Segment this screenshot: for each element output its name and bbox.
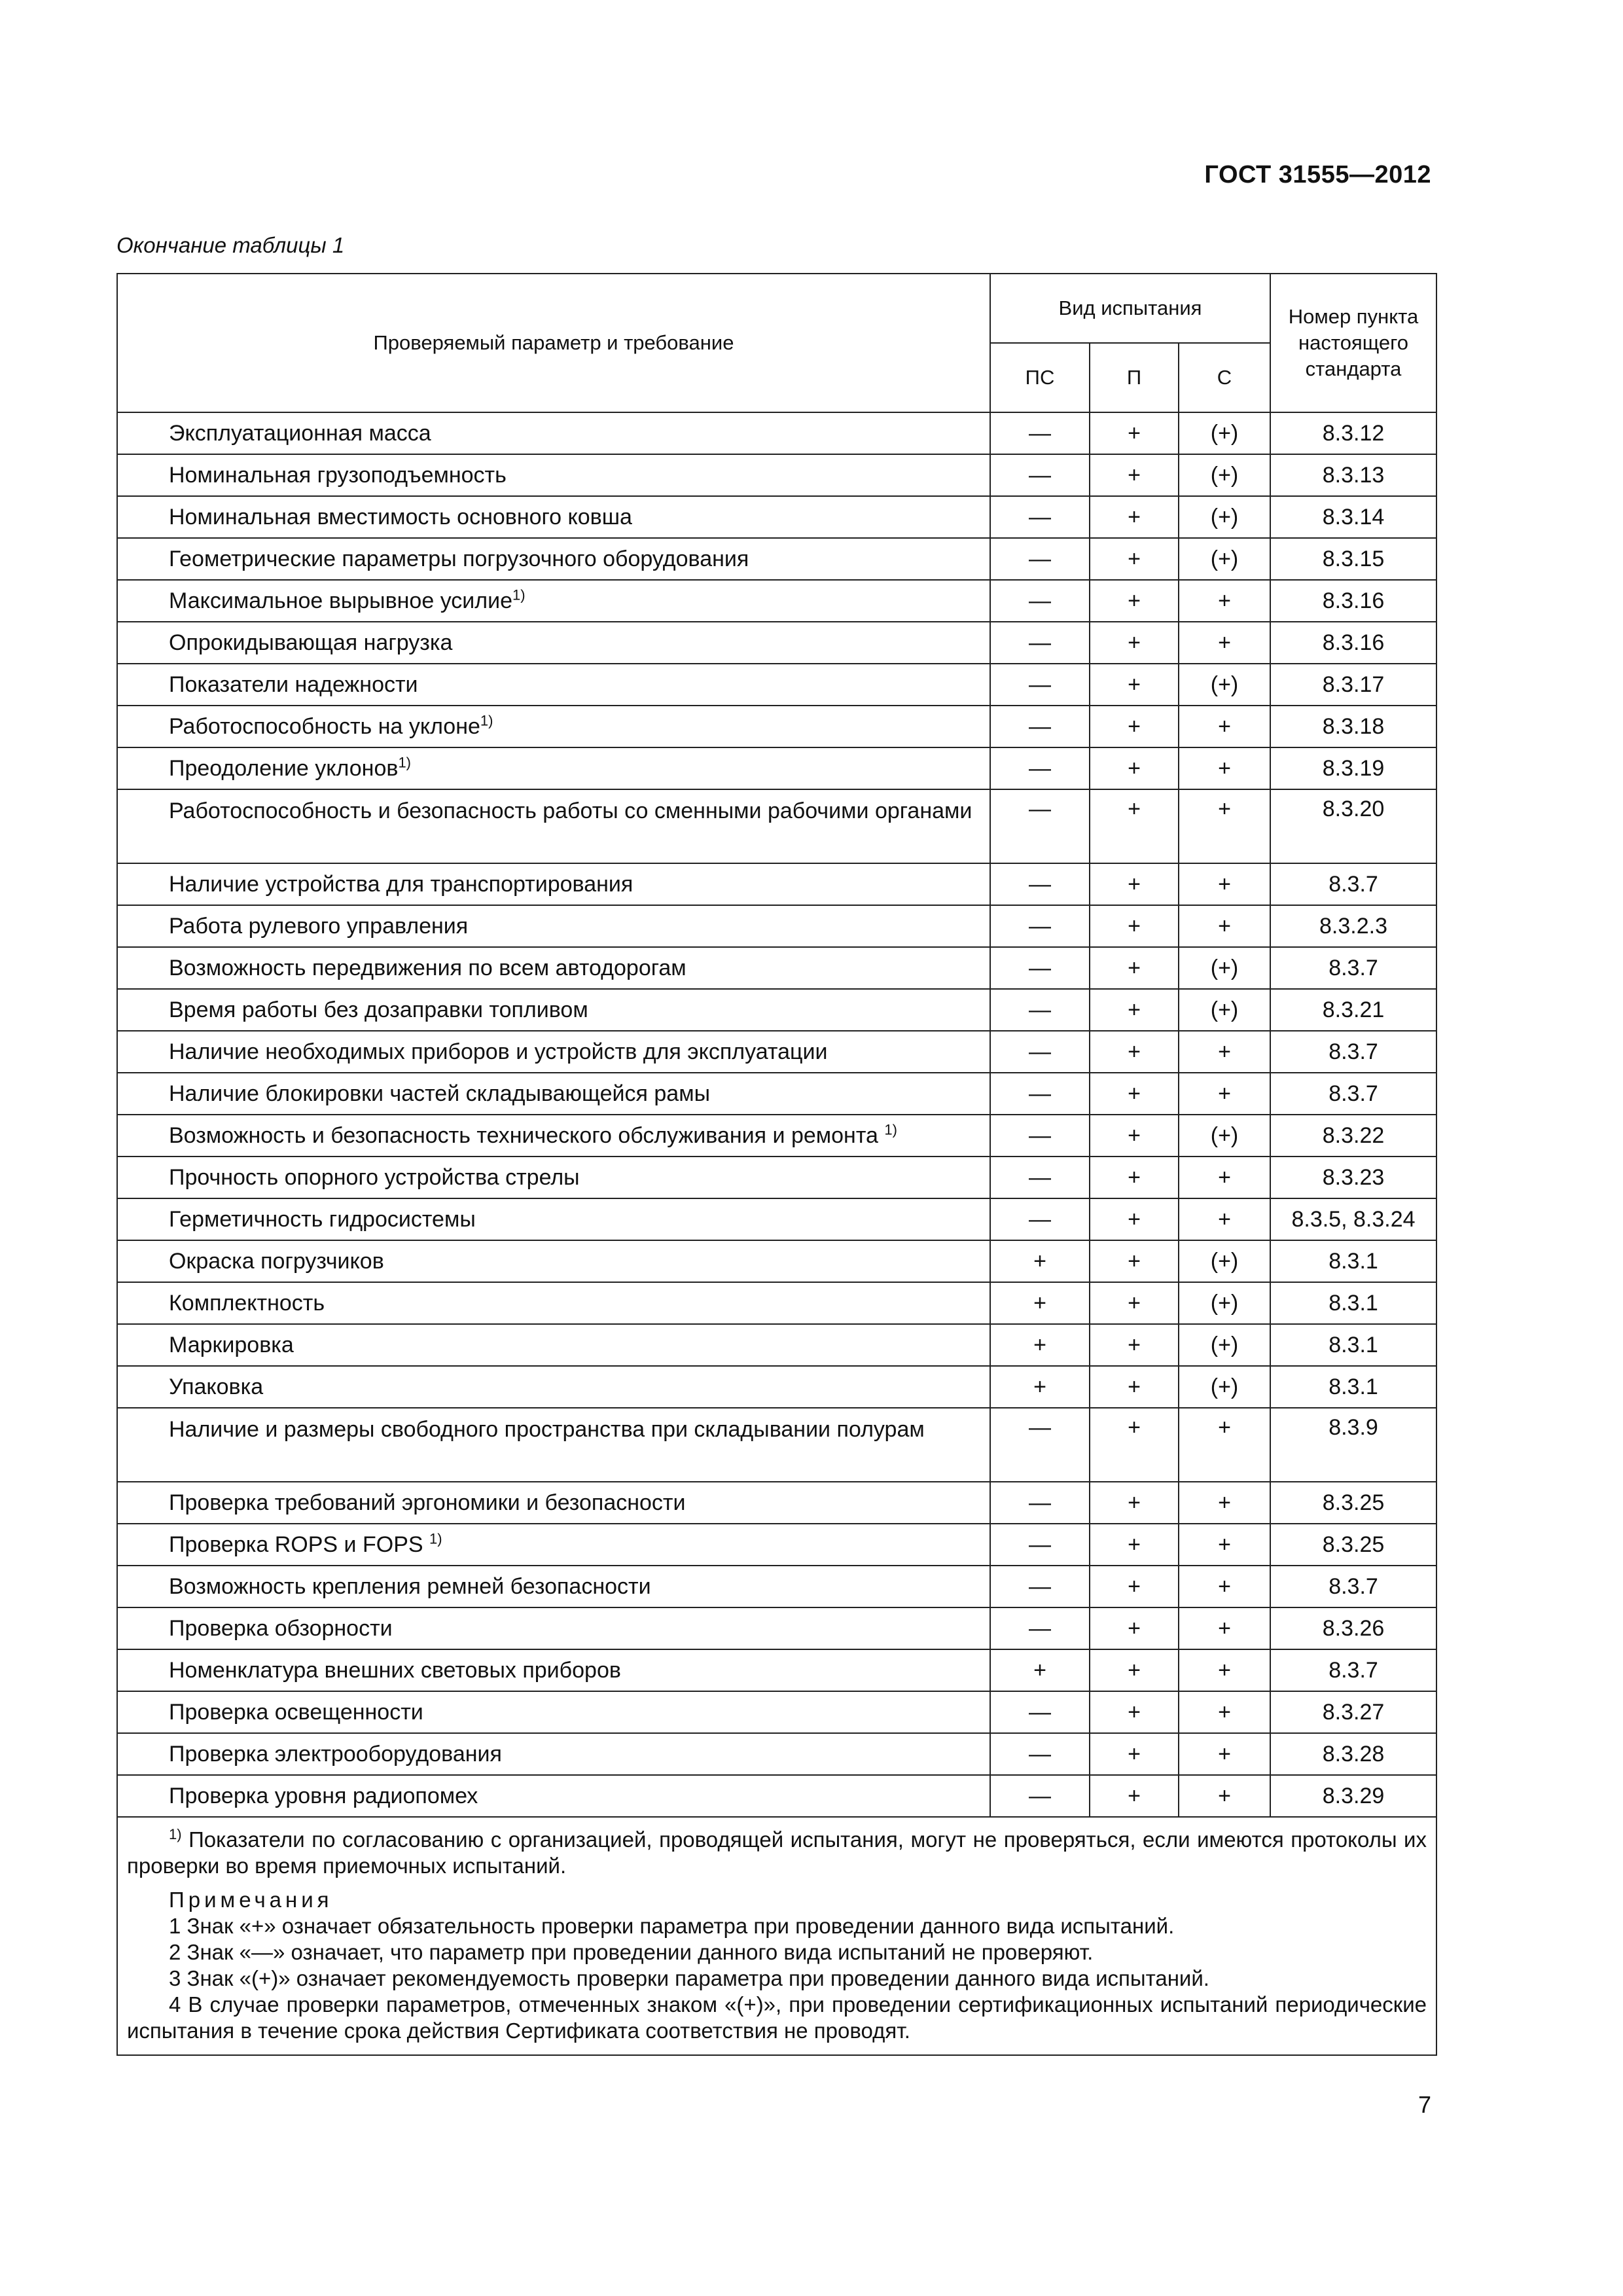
param-cell [117, 454, 990, 496]
table-row [117, 622, 1436, 664]
table-row [117, 1524, 1436, 1566]
s-mark-cell: + [1179, 1566, 1270, 1607]
ps-mark-cell: — [990, 622, 1090, 664]
param-text: Наличие устройства для транспортирования [169, 872, 633, 897]
clause-number-cell: 8.3.1 [1270, 1282, 1436, 1324]
s-mark-cell: + [1179, 1649, 1270, 1691]
param-text: Показатели надежности [169, 672, 418, 697]
table-row [117, 1115, 1436, 1157]
clause-number-cell: 8.3.16 [1270, 580, 1436, 622]
table-row [117, 1031, 1436, 1073]
p-mark-cell: + [1090, 1115, 1179, 1157]
s-mark-cell: + [1179, 1157, 1270, 1198]
param-text: Проверка уровня радиопомех [169, 1784, 478, 1808]
table-row [117, 496, 1436, 538]
s-mark-cell: (+) [1179, 1115, 1270, 1157]
param-text: Преодоление уклонов [169, 756, 399, 781]
param-cell [117, 1324, 990, 1366]
ps-mark-cell: — [990, 1775, 1090, 1817]
clause-number-cell: 8.3.22 [1270, 1115, 1436, 1157]
table-row [117, 1408, 1436, 1482]
table-row [117, 1282, 1436, 1324]
param-text: Наличие необходимых приборов и устройств для эксплуатации [169, 1039, 828, 1064]
p-mark-cell: + [1090, 1775, 1179, 1817]
param-cell [117, 1115, 990, 1157]
ps-mark-cell: — [990, 1566, 1090, 1607]
table-row [117, 863, 1436, 905]
note-item: 4 В случае проверки параметров, отмеченных знаком «(+)», при проведении сертификационных испытаний периодические испытания в течение срока действия Сертификата соответствия не проводят. [127, 1992, 1427, 2043]
ps-mark-cell: — [990, 454, 1090, 496]
s-mark-cell: + [1179, 1775, 1270, 1817]
ps-mark-cell: — [990, 863, 1090, 905]
ps-mark-cell: + [990, 1324, 1090, 1366]
table-row [117, 1775, 1436, 1817]
param-cell [117, 1775, 990, 1817]
p-mark-cell: + [1090, 1408, 1179, 1482]
p-mark-cell: + [1090, 664, 1179, 706]
p-mark-cell: + [1090, 1524, 1179, 1566]
clause-number-cell: 8.3.15 [1270, 538, 1436, 580]
param-text: Время работы без дозаправки топливом [169, 997, 588, 1022]
param-text: Эксплуатационная масса [169, 421, 431, 446]
p-mark-cell: + [1090, 1324, 1179, 1366]
clause-number-cell: 8.3.7 [1270, 1031, 1436, 1073]
p-mark-cell: + [1090, 1649, 1179, 1691]
ps-mark-cell: — [990, 1198, 1090, 1240]
param-cell [117, 1282, 990, 1324]
s-mark-cell: + [1179, 1031, 1270, 1073]
requirements-table [116, 273, 1437, 2056]
table-caption: Окончание таблицы 1 [116, 233, 345, 257]
document-code: ГОСТ 31555—2012 [1204, 161, 1431, 188]
param-cell [117, 580, 990, 622]
param-text: Максимальное вырывное усилие [169, 588, 513, 613]
param-cell [117, 1607, 990, 1649]
p-mark-cell: + [1090, 789, 1179, 863]
param-cell [117, 1524, 990, 1566]
param-text: Опрокидывающая нагрузка [169, 630, 453, 655]
ps-mark-cell: — [990, 580, 1090, 622]
table-row [117, 1733, 1436, 1775]
s-mark-cell: (+) [1179, 454, 1270, 496]
s-mark-cell: + [1179, 789, 1270, 863]
param-cell [117, 706, 990, 747]
clause-number-cell: 8.3.25 [1270, 1524, 1436, 1566]
clause-number-cell: 8.3.23 [1270, 1157, 1436, 1198]
param-text: Номинальная грузоподъемность [169, 463, 507, 488]
param-text: Геометрические параметры погрузочного оборудования [169, 547, 749, 571]
ps-mark-cell: — [990, 1691, 1090, 1733]
s-mark-cell: + [1179, 905, 1270, 947]
param-text: Возможность передвижения по всем автодорогам [169, 956, 687, 980]
table-row [117, 1482, 1436, 1524]
table-row [117, 580, 1436, 622]
s-mark-cell: (+) [1179, 538, 1270, 580]
clause-number-cell: 8.3.7 [1270, 1073, 1436, 1115]
param-cell [117, 1198, 990, 1240]
clause-number-cell: 8.3.18 [1270, 706, 1436, 747]
ps-mark-cell: — [990, 664, 1090, 706]
s-mark-cell: (+) [1179, 989, 1270, 1031]
footnote-text: Показатели по согласованию с организацией, проводящей испытания, могут не проверяться, если имеются протоколы их проверки во время приемочных испытаний. [127, 1827, 1427, 1878]
note-item: 3 Знак «(+)» означает рекомендуемость проверки параметра при проведении данного вида испытаний. [169, 1966, 1209, 1990]
ps-mark-cell: — [990, 538, 1090, 580]
param-text: Проверка обзорности [169, 1616, 393, 1641]
clause-number-cell: 8.3.19 [1270, 747, 1436, 789]
param-text: Номенклатура внешних световых приборов [169, 1658, 621, 1683]
ps-mark-cell: + [990, 1366, 1090, 1408]
param-cell [117, 1157, 990, 1198]
param-cell [117, 1073, 990, 1115]
p-mark-cell: + [1090, 454, 1179, 496]
param-cell [117, 1366, 990, 1408]
table-row [117, 1691, 1436, 1733]
param-text: Проверка ROPS и FOPS [169, 1532, 429, 1557]
s-mark-cell: + [1179, 863, 1270, 905]
ps-mark-cell: — [990, 1607, 1090, 1649]
clause-number-cell: 8.3.17 [1270, 664, 1436, 706]
p-mark-cell: + [1090, 1366, 1179, 1408]
header-s: С [1179, 343, 1270, 412]
p-mark-cell: + [1090, 1691, 1179, 1733]
s-mark-cell: + [1179, 706, 1270, 747]
table-row [117, 1073, 1436, 1115]
footnote-ref: 1) [398, 754, 411, 771]
footnote-mark: 1) [169, 1826, 182, 1842]
s-mark-cell: (+) [1179, 1240, 1270, 1282]
table-row [117, 747, 1436, 789]
param-text: Номинальная вместимость основного ковша [169, 505, 632, 529]
table-row [117, 1324, 1436, 1366]
footnote [127, 1827, 1427, 1879]
p-mark-cell: + [1090, 622, 1179, 664]
ps-mark-cell: — [990, 1073, 1090, 1115]
param-cell [117, 989, 990, 1031]
table-row [117, 706, 1436, 747]
notes-cell [117, 1817, 1436, 2055]
table-row [117, 412, 1436, 454]
param-text: Герметичность гидросистемы [169, 1207, 476, 1232]
ps-mark-cell: — [990, 905, 1090, 947]
s-mark-cell: (+) [1179, 1324, 1270, 1366]
param-text: Возможность крепления ремней безопасности [169, 1574, 651, 1599]
p-mark-cell: + [1090, 1482, 1179, 1524]
footnote-ref: 1) [480, 712, 493, 729]
clause-number-cell: 8.3.5, 8.3.24 [1270, 1198, 1436, 1240]
table-row [117, 905, 1436, 947]
ps-mark-cell: — [990, 1157, 1090, 1198]
s-mark-cell: + [1179, 1482, 1270, 1524]
param-cell [117, 622, 990, 664]
p-mark-cell: + [1090, 1073, 1179, 1115]
clause-number-cell: 8.3.14 [1270, 496, 1436, 538]
p-mark-cell: + [1090, 905, 1179, 947]
clause-number-cell: 8.3.2.3 [1270, 905, 1436, 947]
ps-mark-cell: — [990, 1031, 1090, 1073]
s-mark-cell: + [1179, 747, 1270, 789]
s-mark-cell: + [1179, 1073, 1270, 1115]
clause-number-cell: 8.3.21 [1270, 989, 1436, 1031]
clause-number-cell: 8.3.27 [1270, 1691, 1436, 1733]
p-mark-cell: + [1090, 1607, 1179, 1649]
s-mark-cell: (+) [1179, 496, 1270, 538]
param-cell [117, 538, 990, 580]
param-text: Проверка электрооборудования [169, 1742, 502, 1767]
param-text: Наличие и размеры свободного пространства при складывании полурам [169, 1417, 925, 1442]
clause-number-cell: 8.3.25 [1270, 1482, 1436, 1524]
header-test-type: Вид испытания [990, 274, 1270, 343]
ps-mark-cell: + [990, 1282, 1090, 1324]
header-ps: ПС [990, 343, 1090, 412]
p-mark-cell: + [1090, 1198, 1179, 1240]
s-mark-cell: + [1179, 1607, 1270, 1649]
clause-number-cell: 8.3.7 [1270, 863, 1436, 905]
ps-mark-cell: — [990, 412, 1090, 454]
param-text: Работа рулевого управления [169, 914, 469, 939]
param-cell [117, 1408, 990, 1482]
s-mark-cell: (+) [1179, 664, 1270, 706]
s-mark-cell: + [1179, 1733, 1270, 1775]
param-cell [117, 863, 990, 905]
table-row [117, 538, 1436, 580]
ps-mark-cell: — [990, 989, 1090, 1031]
p-mark-cell: + [1090, 863, 1179, 905]
clause-number-cell: 8.3.12 [1270, 412, 1436, 454]
clause-number-cell: 8.3.9 [1270, 1408, 1436, 1482]
note-item: 1 Знак «+» означает обязательность проверки параметра при проведении данного вида испытаний. [169, 1914, 1175, 1938]
table-row [117, 1240, 1436, 1282]
clause-number-cell: 8.3.28 [1270, 1733, 1436, 1775]
param-cell [117, 496, 990, 538]
ps-mark-cell: — [990, 706, 1090, 747]
s-mark-cell: + [1179, 1408, 1270, 1482]
table-row [117, 1366, 1436, 1408]
param-text: Проверка освещенности [169, 1700, 423, 1725]
notes-title: Примечания [169, 1888, 333, 1912]
param-cell [117, 1482, 990, 1524]
clause-number-cell: 8.3.7 [1270, 1649, 1436, 1691]
p-mark-cell: + [1090, 1031, 1179, 1073]
header-p: П [1090, 343, 1179, 412]
table-row [117, 1607, 1436, 1649]
param-cell [117, 1240, 990, 1282]
param-text: Маркировка [169, 1333, 294, 1357]
s-mark-cell: (+) [1179, 1282, 1270, 1324]
ps-mark-cell: — [990, 1115, 1090, 1157]
ps-mark-cell: — [990, 1524, 1090, 1566]
param-cell [117, 1733, 990, 1775]
s-mark-cell: + [1179, 622, 1270, 664]
s-mark-cell: + [1179, 1198, 1270, 1240]
table-row [117, 789, 1436, 863]
ps-mark-cell: — [990, 1482, 1090, 1524]
table-row [117, 1566, 1436, 1607]
param-cell [117, 1649, 990, 1691]
p-mark-cell: + [1090, 1240, 1179, 1282]
p-mark-cell: + [1090, 1733, 1179, 1775]
param-cell [117, 905, 990, 947]
ps-mark-cell: — [990, 789, 1090, 863]
clause-number-cell: 8.3.16 [1270, 622, 1436, 664]
param-text: Прочность опорного устройства стрелы [169, 1165, 580, 1190]
clause-number-cell: 8.3.7 [1270, 947, 1436, 989]
clause-number-cell: 8.3.26 [1270, 1607, 1436, 1649]
param-text: Упаковка [169, 1374, 264, 1399]
p-mark-cell: + [1090, 706, 1179, 747]
param-text: Работоспособность и безопасность работы со сменными рабочими органами [169, 798, 972, 823]
p-mark-cell: + [1090, 1157, 1179, 1198]
param-text: Проверка требований эргономики и безопасности [169, 1490, 686, 1515]
param-text: Наличие блокировки частей складывающейся рамы [169, 1081, 711, 1106]
clause-number-cell: 8.3.1 [1270, 1240, 1436, 1282]
p-mark-cell: + [1090, 1566, 1179, 1607]
table-row [117, 989, 1436, 1031]
p-mark-cell: + [1090, 747, 1179, 789]
s-mark-cell: + [1179, 1524, 1270, 1566]
param-text: Возможность и безопасность технического обслуживания и ремонта [169, 1123, 885, 1148]
p-mark-cell: + [1090, 412, 1179, 454]
param-cell [117, 664, 990, 706]
ps-mark-cell: + [990, 1240, 1090, 1282]
table-row [117, 1198, 1436, 1240]
footnote-ref: 1) [884, 1121, 897, 1138]
param-cell [117, 789, 990, 863]
clause-number-cell: 8.3.1 [1270, 1366, 1436, 1408]
footnote-ref: 1) [512, 586, 526, 603]
table-row [117, 454, 1436, 496]
param-cell [117, 1691, 990, 1733]
page-number: 7 [1418, 2091, 1431, 2118]
header-param: Проверяемый параметр и требование [117, 274, 990, 412]
ps-mark-cell: — [990, 1408, 1090, 1482]
param-cell [117, 747, 990, 789]
ps-mark-cell: + [990, 1649, 1090, 1691]
s-mark-cell: (+) [1179, 947, 1270, 989]
clause-number-cell: 8.3.7 [1270, 1566, 1436, 1607]
table-row [117, 947, 1436, 989]
param-text: Окраска погрузчиков [169, 1249, 384, 1274]
p-mark-cell: + [1090, 538, 1179, 580]
note-item: 2 Знак «—» означает, что параметр при проведении данного вида испытаний не проверяют. [169, 1940, 1094, 1964]
s-mark-cell: + [1179, 580, 1270, 622]
clause-number-cell: 8.3.29 [1270, 1775, 1436, 1817]
p-mark-cell: + [1090, 580, 1179, 622]
param-text: Работоспособность на уклоне [169, 714, 480, 739]
clause-number-cell: 8.3.20 [1270, 789, 1436, 863]
ps-mark-cell: — [990, 947, 1090, 989]
p-mark-cell: + [1090, 1282, 1179, 1324]
table-row [117, 1157, 1436, 1198]
param-cell [117, 947, 990, 989]
s-mark-cell: (+) [1179, 1366, 1270, 1408]
clause-number-cell: 8.3.1 [1270, 1324, 1436, 1366]
s-mark-cell: + [1179, 1691, 1270, 1733]
param-cell [117, 1566, 990, 1607]
clause-number-cell: 8.3.13 [1270, 454, 1436, 496]
param-cell [117, 1031, 990, 1073]
p-mark-cell: + [1090, 947, 1179, 989]
p-mark-cell: + [1090, 989, 1179, 1031]
ps-mark-cell: — [990, 747, 1090, 789]
table-row [117, 664, 1436, 706]
p-mark-cell: + [1090, 496, 1179, 538]
table-row [117, 1649, 1436, 1691]
ps-mark-cell: — [990, 1733, 1090, 1775]
param-cell [117, 412, 990, 454]
footnote-ref: 1) [429, 1530, 442, 1547]
ps-mark-cell: — [990, 496, 1090, 538]
param-text: Комплектность [169, 1291, 325, 1316]
header-clause-number: Номер пункта настоящего стандарта [1270, 274, 1436, 412]
s-mark-cell: (+) [1179, 412, 1270, 454]
